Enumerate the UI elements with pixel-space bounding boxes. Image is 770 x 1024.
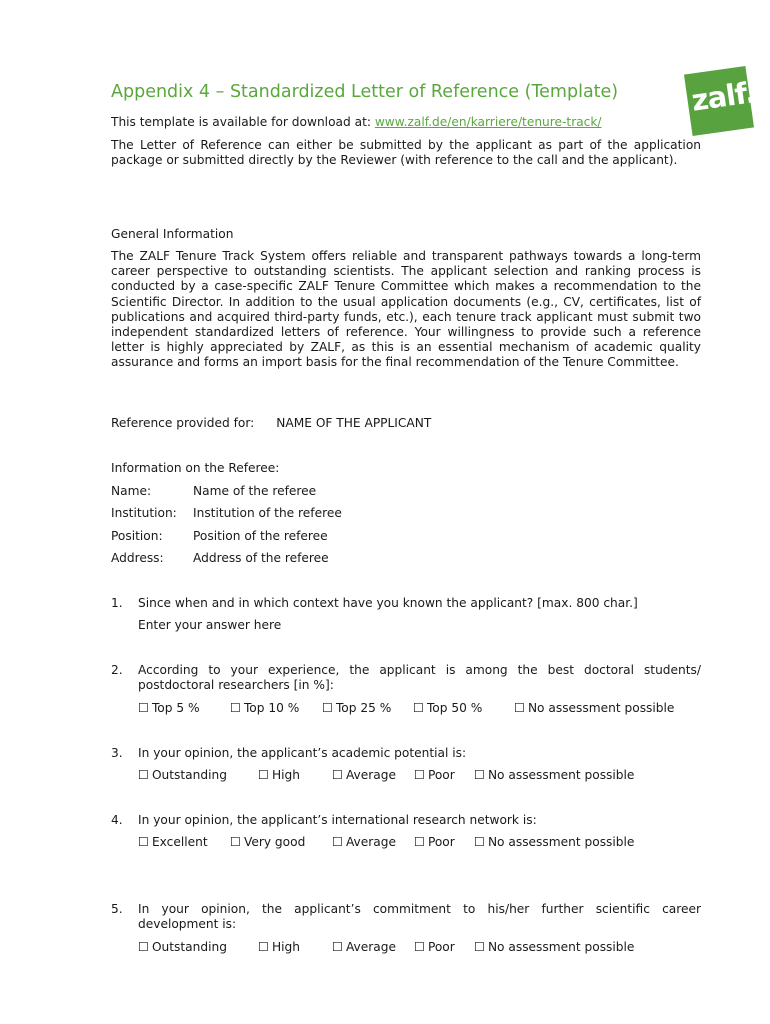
question-5-options xyxy=(138,940,634,954)
checkbox-icon: ☐ xyxy=(514,701,525,715)
checkbox-icon: ☐ xyxy=(138,835,149,849)
option-average[interactable]: ☐ Average xyxy=(332,940,396,954)
referee-position-row xyxy=(111,529,328,543)
option-top-5[interactable]: ☐ Top 5 % xyxy=(138,701,200,715)
question-number: 2. xyxy=(111,663,123,677)
option-top-10[interactable]: ☐ Top 10 % xyxy=(230,701,300,715)
question-4-options xyxy=(138,835,634,849)
question-text: Since when and in which context have you known the applicant? [max. 800 char.] xyxy=(138,596,638,610)
option-poor[interactable]: ☐ Poor xyxy=(414,940,455,954)
checkbox-icon: ☐ xyxy=(138,768,149,782)
answer-field[interactable]: Enter your answer here xyxy=(138,618,282,632)
question-3-options xyxy=(138,768,634,782)
question-4 xyxy=(111,813,701,828)
option-average[interactable]: ☐ Average xyxy=(332,768,396,782)
question-number: 1. xyxy=(111,596,123,610)
referee-name-row xyxy=(111,484,316,498)
download-line xyxy=(111,115,602,129)
checkbox-icon: ☐ xyxy=(258,940,269,954)
option-top-25[interactable]: ☐ Top 25 % xyxy=(322,701,392,715)
option-very-good[interactable]: ☐ Very good xyxy=(230,835,306,849)
question-number: 5. xyxy=(111,902,123,916)
checkbox-icon: ☐ xyxy=(332,835,343,849)
referee-position-field[interactable]: Position of the referee xyxy=(193,529,328,543)
checkbox-icon: ☐ xyxy=(414,835,425,849)
logo-text: zalf. xyxy=(689,75,757,118)
field-label: Position: xyxy=(111,529,163,543)
submission-paragraph: The Letter of Reference can either be submitted by the applicant as part of the application package or submitted directly by the Reviewer (with reference to the call and the applicant). xyxy=(111,138,701,168)
referee-institution-row xyxy=(111,506,342,520)
checkbox-icon: ☐ xyxy=(414,940,425,954)
field-label: Address: xyxy=(111,551,164,565)
option-average[interactable]: ☐ Average xyxy=(332,835,396,849)
referee-institution-field[interactable]: Institution of the referee xyxy=(193,506,342,520)
option-poor[interactable]: ☐ Poor xyxy=(414,835,455,849)
checkbox-icon: ☐ xyxy=(322,701,333,715)
question-text: According to your experience, the applicant is among the best doctoral students/ postdoctoral researchers [in %]: xyxy=(138,663,701,693)
option-outstanding[interactable]: ☐ Outstanding xyxy=(138,768,227,782)
option-outstanding[interactable]: ☐ Outstanding xyxy=(138,940,227,954)
checkbox-icon: ☐ xyxy=(230,701,241,715)
applicant-name-field[interactable]: NAME OF THE APPLICANT xyxy=(276,416,432,430)
checkbox-icon: ☐ xyxy=(474,835,485,849)
checkbox-icon: ☐ xyxy=(474,768,485,782)
question-5 xyxy=(111,902,701,932)
checkbox-icon: ☐ xyxy=(230,835,241,849)
checkbox-icon: ☐ xyxy=(258,768,269,782)
question-text: In your opinion, the applicant’s academic potential is: xyxy=(138,746,467,760)
field-label: Name: xyxy=(111,484,152,498)
reference-line xyxy=(111,416,431,430)
checkbox-icon: ☐ xyxy=(474,940,485,954)
page-title: Appendix 4 – Standardized Letter of Reference (Template) xyxy=(111,82,619,102)
referee-address-row xyxy=(111,551,329,565)
checkbox-icon: ☐ xyxy=(414,768,425,782)
option-high[interactable]: ☐ High xyxy=(258,940,300,954)
question-number: 4. xyxy=(111,813,123,827)
referee-address-field[interactable]: Address of the referee xyxy=(193,551,329,565)
question-2 xyxy=(111,663,701,693)
referee-heading: Information on the Referee: xyxy=(111,461,280,475)
checkbox-icon: ☐ xyxy=(413,701,424,715)
question-number: 3. xyxy=(111,746,123,760)
download-text: This template is available for download at: xyxy=(111,115,375,129)
question-3 xyxy=(111,746,701,761)
option-top-50[interactable]: ☐ Top 50 % xyxy=(413,701,483,715)
question-2-options xyxy=(138,701,674,715)
field-label: Institution: xyxy=(111,506,177,520)
general-body: The ZALF Tenure Track System offers reliable and transparent pathways towards a long-term career perspective to outstanding scientists. The applicant selection and ranking process is conducted by a case-specific ZALF Tenure Committee which makes a recommendation to the Scientific Director. In addition to the usual application documents (e.g., CV, certificates, list of publications and acquired third-party funds, etc.), each tenure track applicant must submit two independent standardized letters of reference. Your willingness to provide such a reference letter is highly appreciated by ZALF, as this is an essential mechanism of academic quality assurance and forms an import basis for the final recommendation of the Tenure Committee. xyxy=(111,249,701,370)
checkbox-icon: ☐ xyxy=(138,940,149,954)
question-text: In your opinion, the applicant’s commitment to his/her further scientific career development is: xyxy=(138,902,701,932)
download-link[interactable]: www.zalf.de/en/karriere/tenure-track/ xyxy=(374,115,602,129)
option-high[interactable]: ☐ High xyxy=(258,768,300,782)
option-no-assessment[interactable]: ☐ No assessment possible xyxy=(474,768,635,782)
checkbox-icon: ☐ xyxy=(332,768,343,782)
option-no-assessment[interactable]: ☐ No assessment possible xyxy=(474,940,635,954)
option-no-assessment[interactable]: ☐ No assessment possible xyxy=(474,835,635,849)
question-1 xyxy=(111,596,701,611)
checkbox-icon: ☐ xyxy=(332,940,343,954)
reference-label: Reference provided for: xyxy=(111,416,255,430)
checkbox-icon: ☐ xyxy=(138,701,149,715)
general-heading: General Information xyxy=(111,227,234,241)
option-excellent[interactable]: ☐ Excellent xyxy=(138,835,208,849)
question-text: In your opinion, the applicant’s international research network is: xyxy=(138,813,537,827)
zalf-logo xyxy=(684,66,757,136)
option-poor[interactable]: ☐ Poor xyxy=(414,768,455,782)
option-no-assessment[interactable]: ☐ No assessment possible xyxy=(514,701,675,715)
referee-name-field[interactable]: Name of the referee xyxy=(193,484,317,498)
